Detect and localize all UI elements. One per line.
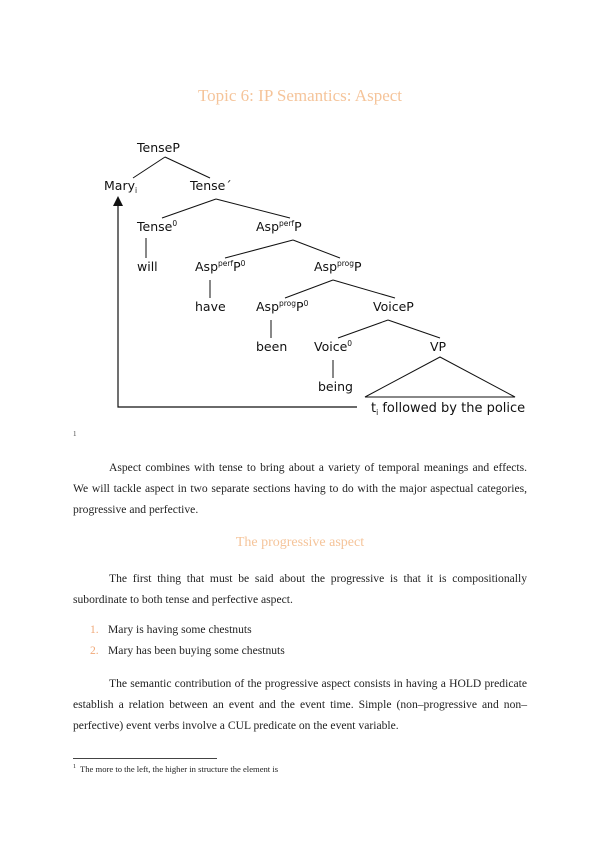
footnote	[73, 764, 278, 774]
node-tense0: Tense$^0$	[137, 219, 178, 234]
example-item	[90, 643, 285, 659]
footnote-divider	[73, 758, 217, 759]
trace-phrase: $t_i$ followed by the police	[371, 401, 526, 417]
node-asp-progP: Asp$^{prog}$P	[314, 259, 362, 274]
node-mary: Mary$_i$	[104, 178, 138, 195]
node-tense-bar: Tense´	[190, 178, 232, 193]
footnote-reference-marker: 1	[73, 430, 77, 438]
node-tenseP: TenseP	[137, 140, 180, 155]
paragraph-intro: Aspect combines with tense to bring about a variety of temporal meanings and effects. We will tackle aspect in two separate sections having to do with the major aspectual categories, progressive and perfective.	[73, 461, 527, 516]
example-number: 2.	[90, 644, 99, 657]
arrow-head-icon	[113, 196, 123, 206]
vp-triangle	[365, 357, 515, 397]
example-item	[90, 622, 252, 638]
example-text: Mary has been buying some chestnuts	[108, 644, 285, 657]
section-heading: The progressive aspect	[235, 535, 365, 550]
node-voiceP: VoiceP	[373, 299, 414, 314]
paragraph-semantic-contribution: The semantic contribution of the progressive aspect consists in having a HOLD predicate establish a relation between an event and the event time. Simple (non–progressive and non–perfective) event verbs involve a CUL predicate on the event variable.	[73, 677, 527, 732]
word-have: have	[195, 299, 226, 314]
node-asp-progP0: $Asp^{prog}P^0$	[256, 299, 309, 314]
example-text: Mary is having some chestnuts	[108, 623, 252, 636]
example-number: 1.	[90, 623, 99, 636]
word-will: will	[137, 259, 158, 274]
paragraph-progressive: The first thing that must be said about the progressive is that it is compositionally subordinate to both tense and perfective aspect.	[73, 572, 527, 606]
footnote-number: 1	[73, 764, 76, 771]
node-voice0: Voice$^0$	[314, 339, 353, 354]
node-asp-perfP: Asp$^{perf}$P	[256, 219, 302, 234]
footnote-text: The more to the left, the higher in structure the element is	[80, 764, 279, 774]
node-vp: VP	[430, 339, 447, 354]
word-been: been	[256, 339, 288, 354]
page-title: Topic 6: IP Semantics: Aspect	[197, 86, 403, 105]
node-asp-perfP0: $Asp^{perf}P^0$	[195, 259, 246, 274]
word-being: being	[318, 379, 353, 394]
